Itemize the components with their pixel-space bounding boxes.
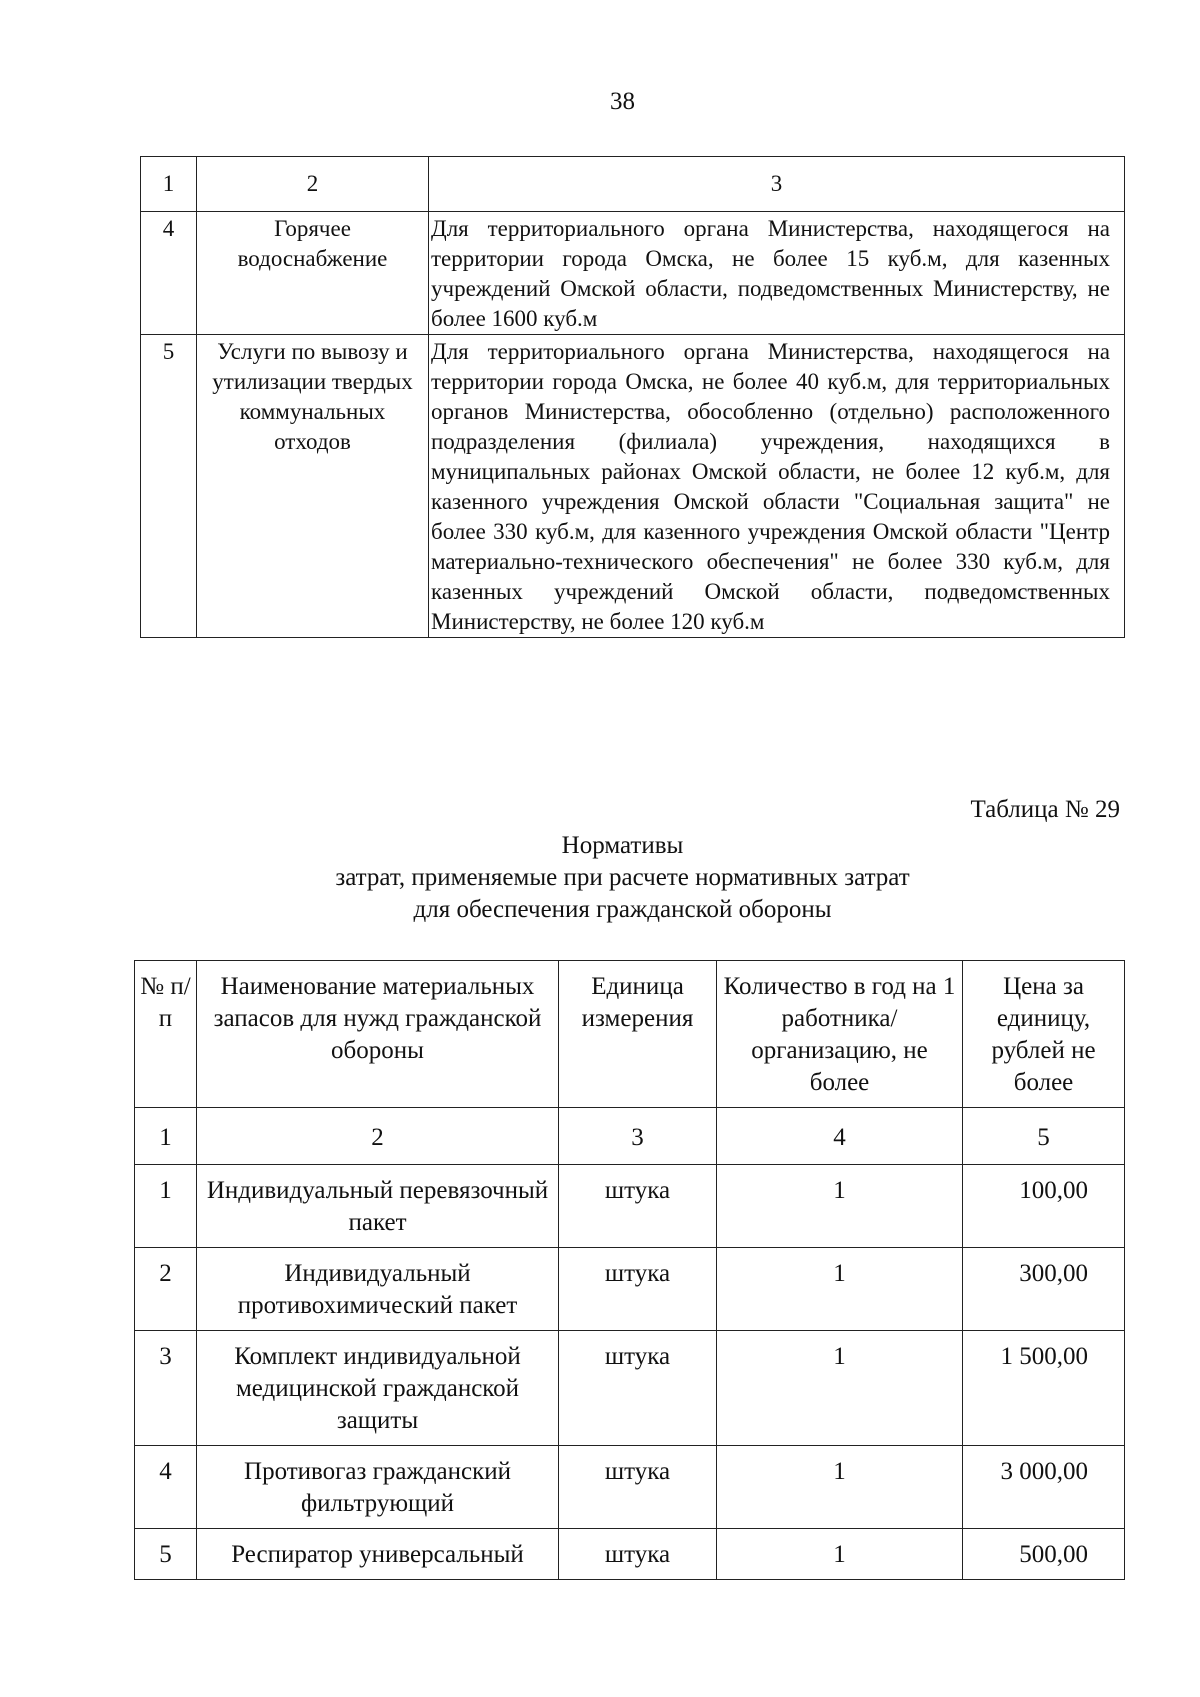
table-header-row	[135, 961, 1125, 1108]
item-unit: штука	[559, 1446, 717, 1529]
table-row	[135, 1331, 1125, 1446]
table-title	[0, 830, 1200, 926]
table-row	[141, 212, 1125, 335]
table-label: Таблица № 29	[970, 796, 1120, 823]
item-unit: штука	[559, 1165, 717, 1248]
column-index-cell: 2	[197, 1108, 559, 1165]
column-index-cell: 3	[559, 1108, 717, 1165]
civil-defense-norms-table	[134, 960, 1125, 1580]
column-index-cell: 5	[963, 1108, 1125, 1165]
title-line: Нормативы	[561, 832, 684, 859]
row-number: 5	[141, 335, 197, 638]
table-row	[141, 335, 1125, 638]
header-cell-price: Цена за единицу, рублей не более	[963, 961, 1125, 1108]
row-number: 2	[135, 1248, 197, 1331]
item-unit: штука	[559, 1529, 717, 1580]
item-price: 3 000,00	[963, 1446, 1125, 1529]
item-name: Комплект индивидуальной медицинской гражданской защиты	[197, 1331, 559, 1446]
item-name: Индивидуальный противохимический пакет	[197, 1248, 559, 1331]
service-name: Горячее водоснабжение	[197, 212, 429, 335]
item-quantity: 1	[717, 1248, 963, 1331]
norms-table-continued	[140, 156, 1125, 638]
table-header-row	[141, 157, 1125, 212]
item-quantity: 1	[717, 1331, 963, 1446]
item-quantity: 1	[717, 1165, 963, 1248]
header-cell-quantity: Количество в год на 1 работника/ организацию, не более	[717, 961, 963, 1108]
row-number: 3	[135, 1331, 197, 1446]
header-cell-unit: Единица измерения	[559, 961, 717, 1108]
table-row	[135, 1248, 1125, 1331]
row-number: 4	[141, 212, 197, 335]
row-number: 1	[135, 1165, 197, 1248]
title-line: для обеспечения гражданской обороны	[413, 896, 832, 923]
item-name: Противогаз гражданский фильтрующий	[197, 1446, 559, 1529]
column-index-cell: 1	[135, 1108, 197, 1165]
item-price: 1 500,00	[963, 1331, 1125, 1446]
header-cell-name: Наименование материальных запасов для нужд гражданской обороны	[197, 961, 559, 1108]
column-index-row	[135, 1108, 1125, 1165]
page-number: 38	[610, 88, 635, 115]
row-number: 4	[135, 1446, 197, 1529]
item-unit: штука	[559, 1331, 717, 1446]
item-name: Респиратор универсальный	[197, 1529, 559, 1580]
row-number: 5	[135, 1529, 197, 1580]
table-row	[135, 1446, 1125, 1529]
item-price: 500,00	[963, 1529, 1125, 1580]
norm-text: Для территориального органа Министерства, находящегося на территории города Омска, не более 15 куб.м, для казенных учреждений Омской области, подведомственных Министерству, не более 1600 куб.м	[429, 212, 1125, 335]
item-price: 100,00	[963, 1165, 1125, 1248]
column-index-cell: 3	[429, 157, 1125, 212]
item-quantity: 1	[717, 1529, 963, 1580]
column-index-cell: 1	[141, 157, 197, 212]
item-unit: штука	[559, 1248, 717, 1331]
header-cell-number: № п/п	[135, 961, 197, 1108]
column-index-cell: 4	[717, 1108, 963, 1165]
item-name: Индивидуальный перевязочный пакет	[197, 1165, 559, 1248]
norm-text: Для территориального органа Министерства, находящегося на территории города Омска, не более 40 куб.м, для территориальных органов Министерства, обособленно (отдельно) расположенного подразделения (филиала) учреждения, находящихся в муниципальных районах Омской области, не более 12 куб.м, для казенного учреждения Омской области "Социальная защита" не более 330 куб.м, для казенного учреждения Омской области "Центр материально-технического обеспечения" не более 330 куб.м, для казенных учреждений Омской области, подведомственных Министерству, не более 120 куб.м	[429, 335, 1125, 638]
title-line: затрат, применяемые при расчете нормативных затрат	[335, 864, 910, 891]
service-name: Услуги по вывозу и утилизации твердых коммунальных отходов	[197, 335, 429, 638]
column-index-cell: 2	[197, 157, 429, 212]
item-quantity: 1	[717, 1446, 963, 1529]
table-row	[135, 1165, 1125, 1248]
table-row	[135, 1529, 1125, 1580]
item-price: 300,00	[963, 1248, 1125, 1331]
